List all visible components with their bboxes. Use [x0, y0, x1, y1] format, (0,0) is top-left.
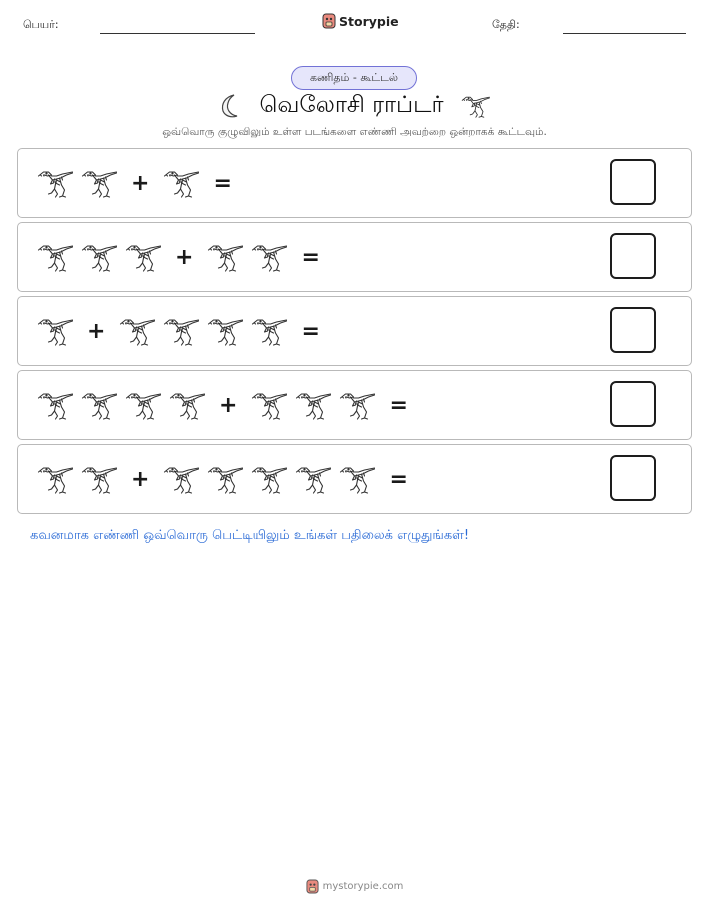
- velociraptor-icon: [248, 459, 289, 499]
- problem-row: [17, 222, 692, 292]
- name-label: பெயர்:: [23, 18, 59, 31]
- velociraptor-icon: [204, 459, 245, 499]
- footer-url: mystorypie.com: [322, 881, 404, 892]
- velociraptor-icon: [78, 237, 119, 277]
- velociraptor-icon: [34, 163, 75, 203]
- velociraptor-icon: [34, 237, 75, 277]
- velociraptor-icon: [336, 385, 377, 425]
- topic-badge: கணிதம் - கூட்டல்: [291, 66, 417, 90]
- velociraptor-icon: [122, 385, 163, 425]
- velociraptor-icon: [78, 459, 119, 499]
- equals-sign: =: [389, 392, 408, 418]
- equals-sign: =: [389, 466, 408, 492]
- velociraptor-icon: [160, 459, 201, 499]
- velociraptor-icon: [248, 311, 289, 351]
- velociraptor-icon: [292, 459, 333, 499]
- right-group: [160, 163, 201, 203]
- right-group: [204, 237, 289, 277]
- velociraptor-icon: [34, 311, 75, 351]
- velociraptor-icon: [166, 385, 207, 425]
- velociraptor-icon: [34, 459, 75, 499]
- answer-box[interactable]: [610, 455, 656, 501]
- velociraptor-icon: [248, 237, 289, 277]
- answer-box[interactable]: [610, 381, 656, 427]
- storypie-footer-icon: [306, 879, 319, 894]
- instruction-text: ஒவ்வொரு குழுவிலும் உள்ள படங்களை எண்ணி அவற்றை ஒன்றாகக் கூட்டவும்.: [162, 126, 547, 138]
- velociraptor-icon: [292, 385, 333, 425]
- date-line[interactable]: [563, 33, 686, 34]
- right-group: [160, 459, 377, 499]
- storypie-logo-icon: [322, 13, 336, 29]
- title-row: [0, 88, 709, 124]
- velociraptor-icon: [116, 311, 157, 351]
- brand-name: Storypie: [339, 13, 399, 29]
- velociraptor-icon: [122, 237, 163, 277]
- encouragement-text: கவனமாக எண்ணி ஒவ்வொரு பெட்டியிலும் உங்கள் பதிலைக் எழுதுங்கள்!: [30, 528, 470, 543]
- left-group: [34, 237, 163, 277]
- moon-icon: [217, 92, 245, 120]
- answer-box[interactable]: [610, 233, 656, 279]
- problem-row: [17, 148, 692, 218]
- right-group: [116, 311, 289, 351]
- answer-box[interactable]: [610, 307, 656, 353]
- answer-box[interactable]: [610, 159, 656, 205]
- velociraptor-icon: [160, 163, 201, 203]
- left-group: [34, 163, 119, 203]
- velociraptor-icon: [204, 311, 245, 351]
- velociraptor-icon: [160, 311, 201, 351]
- equation: [34, 459, 419, 499]
- problem-row: [17, 370, 692, 440]
- velociraptor-icon: [336, 459, 377, 499]
- equation: [34, 237, 331, 277]
- name-line[interactable]: [100, 33, 255, 34]
- page-title: வெலோசி ராப்டர்: [259, 91, 444, 118]
- equals-sign: =: [213, 170, 232, 196]
- plus-sign: +: [175, 244, 194, 270]
- left-group: [34, 385, 207, 425]
- equation: [34, 311, 331, 351]
- velociraptor-icon: [34, 385, 75, 425]
- right-group: [248, 385, 377, 425]
- problem-row: [17, 444, 692, 514]
- plus-sign: +: [87, 318, 106, 344]
- plus-sign: +: [131, 170, 150, 196]
- equation: [34, 385, 419, 425]
- left-group: [34, 459, 119, 499]
- plus-sign: +: [131, 466, 150, 492]
- brand-logo: [322, 13, 399, 29]
- plus-sign: +: [219, 392, 238, 418]
- date-label: தேதி:: [492, 18, 520, 31]
- footer: [0, 879, 709, 894]
- left-group: [34, 311, 75, 351]
- equation: [34, 163, 243, 203]
- velociraptor-icon: [78, 385, 119, 425]
- equals-sign: =: [301, 318, 320, 344]
- problem-row: [17, 296, 692, 366]
- velociraptor-icon: [78, 163, 119, 203]
- velociraptor-icon: [248, 385, 289, 425]
- velociraptor-title-icon: [458, 90, 492, 122]
- equals-sign: =: [301, 244, 320, 270]
- velociraptor-icon: [204, 237, 245, 277]
